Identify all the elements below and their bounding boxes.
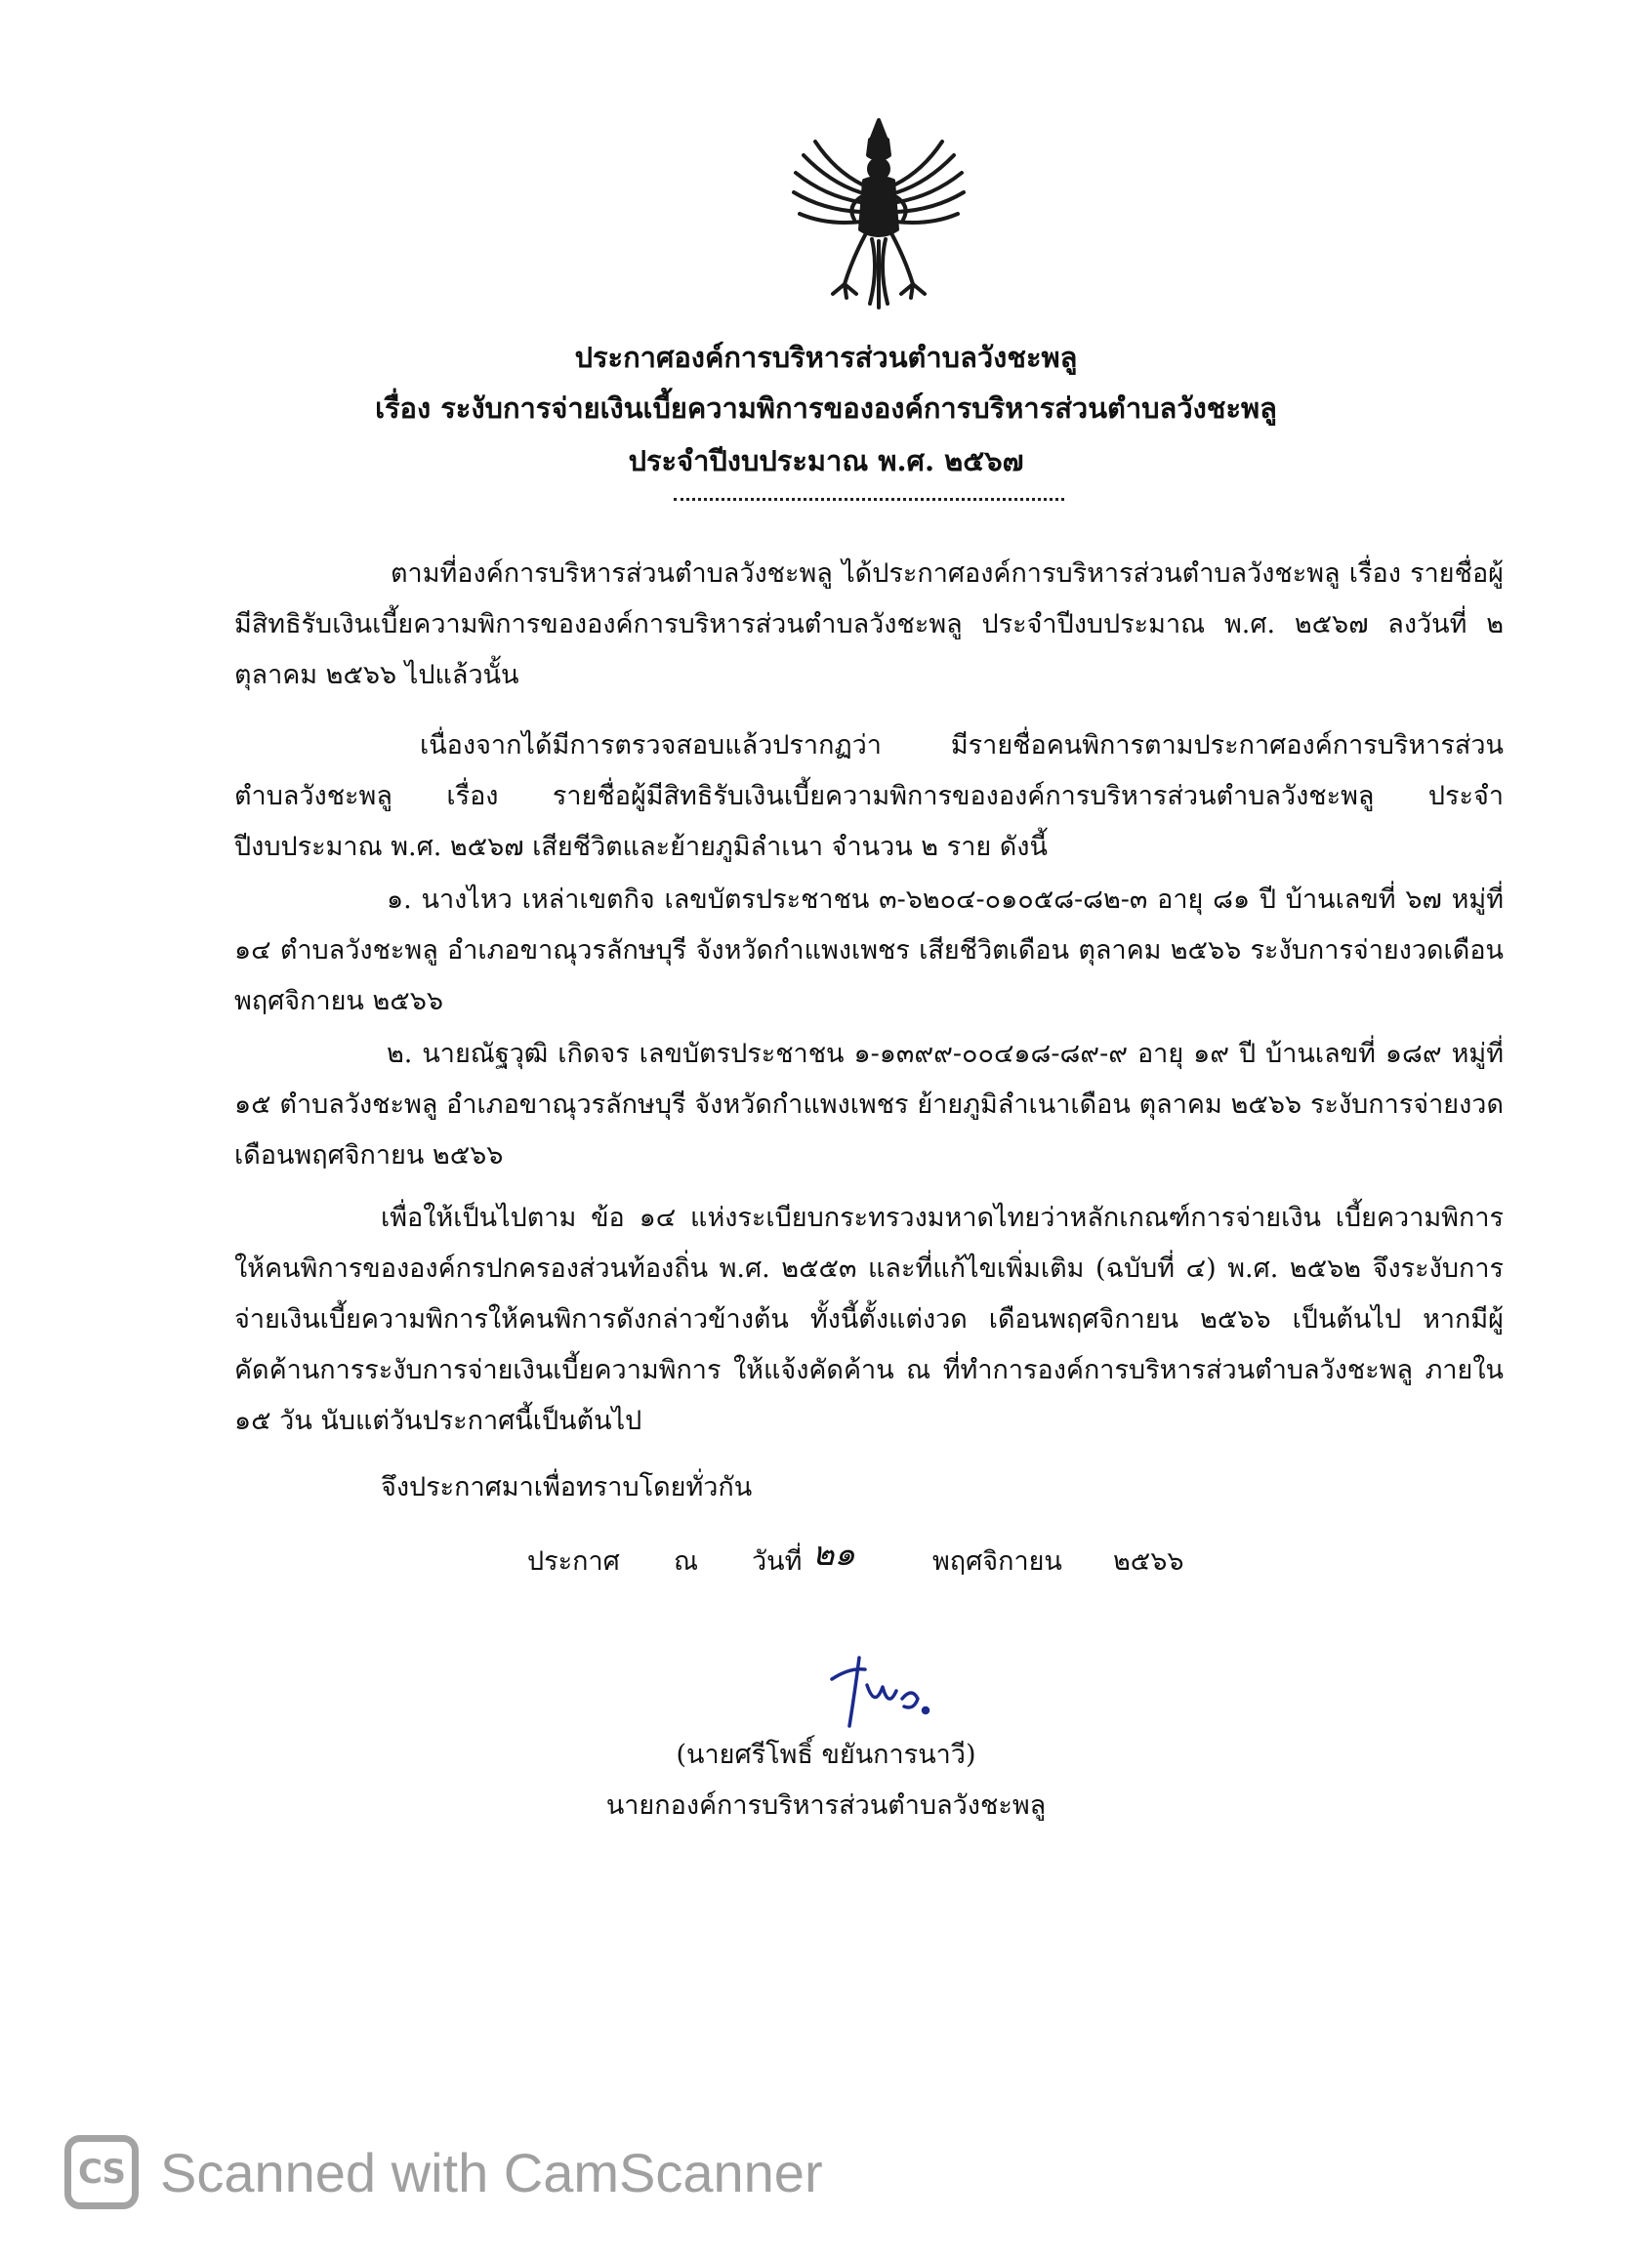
- body-paragraph-regulation: เพื่อให้เป็นไปตาม ข้อ ๑๔ แห่งระเบียบกระทรวงมหาดไทยว่าหลักเกณฑ์การจ่ายเงิน เบี้ยความพิการให้คนพิการขององค์กรปกครองส่วนท้องถิ่น พ.ศ. ๒๕๕๓ และที่แก้ไขเพิ่มเติม (ฉบับที่ ๔) พ.ศ. ๒๕๖๒ จึงระงับการจ่ายเงินเบี้ยความพิการให้คนพิการดังกล่าวข้างต้น ทั้งนี้ตั้งแต่งวด เดือนพฤศจิกายน ๒๕๖๖ เป็นต้นไป หากมีผู้คัดค้านการระงับการจ่ายเงินเบี้ยความพิการ ให้แจ้งคัดค้าน ณ ที่ทำการองค์การบริหารส่วนตำบลวังชะพลู ภายใน ๑๕ วัน นับแต่วันประกาศนี้เป็นต้นไป: [234, 1203, 1504, 1436]
- body-paragraph-findings: เนื่องจากได้มีการตรวจสอบแล้วปรากฏว่า มีรายชื่อคนพิการตามประกาศองค์การบริหารส่วนตำบลวังชะพลู เรื่อง รายชื่อผู้มีสิทธิรับเงินเบี้ยความพิการขององค์การบริหารส่วนตำบลวังชะพลู ประจำปีงบประมาณ พ.ศ. ๒๕๖๗ เสียชีวิตและย้ายภูมิลำเนา จำนวน ๒ ราย ดังนี้: [234, 730, 1504, 862]
- list-item: ๑. นางไหว เหล่าเขตกิจ เลขบัตรประชาชน ๓-๖๒๐๔-๐๑๐๕๘-๘๒-๓ อายุ ๘๑ ปี บ้านเลขที่ ๖๗ หมู่ที่ ๑๔ ตำบลวังชะพลู อำเภอขาณุวรลักษบุรี จังหวัดกำแพงเพชร เสียชีวิตเดือน ตุลาคม ๒๕๖๖ ระงับการจ่ายงวดเดือนพฤศจิกายน ๒๕๖๖: [234, 884, 1504, 1016]
- signer-title: นายกองค์การบริหารส่วนตำบลวังชะพลู: [605, 1790, 1047, 1821]
- watermark-text: Scanned with CamScanner: [160, 2141, 823, 2203]
- announcement-title: ประกาศองค์การบริหารส่วนตำบลวังชะพลู: [574, 341, 1078, 374]
- signer-name: (นายศรีโพธิ์ ขยันการนาวี): [676, 1740, 976, 1770]
- announcement-subject: เรื่อง ระงับการจ่ายเงินเบี้ยความพิการขององค์การบริหารส่วนตำบลวังชะพลู: [375, 391, 1277, 425]
- list-item: ๒. นายณัฐวุฒิ เกิดจร เลขบัตรประชาชน ๑-๑๓๙๙-๐๐๔๑๘-๘๙-๙ อายุ ๑๙ ปี บ้านเลขที่ ๑๘๙ หมู่ที่ ๑๕ ตำบลวังชะพลู อำเภอขาณุวรลักษบุรี จังหวัดกำแพงเพชร ย้ายภูมิลำเนาเดือน ตุลาคม ๒๕๖๖ ระงับการจ่ายงวดเดือนพฤศจิกายน ๒๕๖๖: [234, 1039, 1504, 1171]
- dotted-separator: [674, 498, 1064, 501]
- signature-icon: [820, 1650, 947, 1738]
- closing-statement: จึงประกาศมาเพื่อทราบโดยทั่วกัน: [381, 1472, 753, 1502]
- date-at: ณ: [674, 1546, 699, 1577]
- date-day-handwritten: ๒๑: [812, 1535, 855, 1574]
- announcement-date: [527, 1535, 1230, 1591]
- camscanner-watermark: [64, 2133, 823, 2211]
- announcement-fiscal-year: ประจำปีงบประมาณ พ.ศ. ๒๕๖๗: [628, 444, 1024, 477]
- date-month: พฤศจิกายน: [932, 1546, 1062, 1577]
- body-paragraph-reference: ตามที่องค์การบริหารส่วนตำบลวังชะพลู ได้ประกาศองค์การบริหารส่วนตำบลวังชะพลู เรื่อง รายชื่อผู้มีสิทธิรับเงินเบี้ยความพิการขององค์การบริหารส่วนตำบลวังชะพลู ประจำปีงบประมาณ พ.ศ. ๒๕๖๗ ลงวันที่ ๒ ตุลาคม ๒๕๖๖ ไปแล้วนั้น: [234, 558, 1504, 690]
- garuda-emblem-icon: [776, 112, 981, 317]
- date-day-label: วันที่: [752, 1546, 803, 1577]
- date-label: ประกาศ: [527, 1546, 620, 1577]
- date-year: ๒๕๖๖: [1113, 1546, 1184, 1577]
- camscanner-logo-icon: CS: [64, 2135, 139, 2209]
